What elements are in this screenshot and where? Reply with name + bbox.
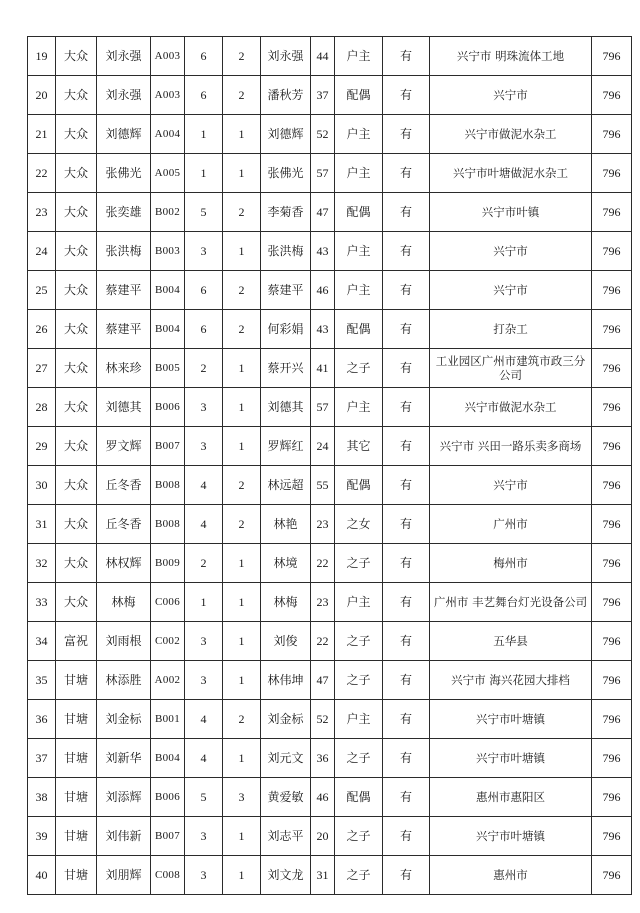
cell-has-job: 有: [383, 310, 430, 349]
cell-index: 38: [28, 778, 56, 817]
cell-work-place: 兴宁市: [430, 232, 592, 271]
cell-has-job: 有: [383, 37, 430, 76]
cell-household-size: 4: [185, 466, 223, 505]
cell-code: B008: [151, 505, 185, 544]
cell-worker-count: 1: [223, 115, 261, 154]
cell-work-place: 兴宁市叶塘镇: [430, 817, 592, 856]
cell-relation: 之子: [335, 544, 383, 583]
cell-has-job: 有: [383, 427, 430, 466]
cell-householder: 刘添辉: [97, 778, 151, 817]
cell-work-place: 五华县: [430, 622, 592, 661]
cell-work-place: 兴宁市: [430, 466, 592, 505]
cell-code: B004: [151, 739, 185, 778]
table-row: [28, 622, 632, 661]
cell-householder: 林权辉: [97, 544, 151, 583]
cell-has-job: 有: [383, 271, 430, 310]
table-row: [28, 856, 632, 895]
cell-work-place: 广州市 丰艺舞台灯光设备公司: [430, 583, 592, 622]
cell-work-place: 打杂工: [430, 310, 592, 349]
cell-worker-count: 1: [223, 349, 261, 388]
cell-village: 大众: [56, 232, 97, 271]
cell-has-job: 有: [383, 622, 430, 661]
cell-worker-count: 2: [223, 505, 261, 544]
table-row: [28, 466, 632, 505]
cell-code: C006: [151, 583, 185, 622]
cell-has-job: 有: [383, 349, 430, 388]
cell-work-place: 兴宁市叶塘镇: [430, 700, 592, 739]
cell-work-place: 兴宁市: [430, 271, 592, 310]
cell-name: 刘文龙: [261, 856, 311, 895]
cell-amount: 796: [592, 349, 632, 388]
cell-index: 34: [28, 622, 56, 661]
cell-code: B008: [151, 466, 185, 505]
cell-amount: 796: [592, 115, 632, 154]
cell-household-size: 3: [185, 427, 223, 466]
cell-has-job: 有: [383, 76, 430, 115]
cell-village: 甘塘: [56, 856, 97, 895]
cell-code: B003: [151, 232, 185, 271]
table-row: [28, 115, 632, 154]
cell-householder: 张佛光: [97, 154, 151, 193]
cell-householder: 刘永强: [97, 76, 151, 115]
cell-work-place: 兴宁市: [430, 76, 592, 115]
cell-name: 林梅: [261, 583, 311, 622]
table-row: [28, 37, 632, 76]
cell-amount: 796: [592, 37, 632, 76]
cell-household-size: 3: [185, 388, 223, 427]
cell-code: B004: [151, 271, 185, 310]
cell-has-job: 有: [383, 661, 430, 700]
cell-index: 25: [28, 271, 56, 310]
cell-amount: 796: [592, 271, 632, 310]
cell-householder: 张奕雄: [97, 193, 151, 232]
cell-name: 刘志平: [261, 817, 311, 856]
cell-amount: 796: [592, 427, 632, 466]
cell-amount: 796: [592, 76, 632, 115]
cell-householder: 刘伟新: [97, 817, 151, 856]
table-row: [28, 76, 632, 115]
cell-village: 富祝: [56, 622, 97, 661]
cell-household-size: 5: [185, 778, 223, 817]
cell-household-size: 1: [185, 583, 223, 622]
cell-age: 46: [311, 271, 335, 310]
cell-work-place: 兴宁市做泥水杂工: [430, 388, 592, 427]
cell-age: 36: [311, 739, 335, 778]
cell-householder: 蔡建平: [97, 310, 151, 349]
cell-code: A003: [151, 37, 185, 76]
cell-village: 大众: [56, 349, 97, 388]
table-row: [28, 154, 632, 193]
cell-relation: 户主: [335, 583, 383, 622]
cell-household-size: 3: [185, 661, 223, 700]
cell-village: 大众: [56, 466, 97, 505]
cell-amount: 796: [592, 193, 632, 232]
cell-household-size: 4: [185, 739, 223, 778]
cell-relation: 户主: [335, 154, 383, 193]
cell-worker-count: 1: [223, 661, 261, 700]
cell-name: 李菊香: [261, 193, 311, 232]
cell-village: 甘塘: [56, 661, 97, 700]
cell-village: 甘塘: [56, 778, 97, 817]
cell-household-size: 6: [185, 76, 223, 115]
cell-householder: 刘德辉: [97, 115, 151, 154]
cell-worker-count: 1: [223, 427, 261, 466]
table-row: [28, 817, 632, 856]
cell-amount: 796: [592, 310, 632, 349]
cell-index: 29: [28, 427, 56, 466]
cell-age: 22: [311, 544, 335, 583]
cell-household-size: 3: [185, 232, 223, 271]
cell-name: 刘俊: [261, 622, 311, 661]
cell-worker-count: 1: [223, 544, 261, 583]
cell-amount: 796: [592, 544, 632, 583]
table-row: [28, 778, 632, 817]
cell-has-job: 有: [383, 544, 430, 583]
cell-worker-count: 1: [223, 817, 261, 856]
cell-work-place: 兴宁市叶镇: [430, 193, 592, 232]
table-row: [28, 544, 632, 583]
cell-index: 19: [28, 37, 56, 76]
cell-code: A002: [151, 661, 185, 700]
cell-householder: 丘冬香: [97, 466, 151, 505]
cell-householder: 林梅: [97, 583, 151, 622]
cell-work-place: 兴宁市 海兴花园大排档: [430, 661, 592, 700]
cell-age: 57: [311, 154, 335, 193]
cell-work-place: 广州市: [430, 505, 592, 544]
cell-village: 甘塘: [56, 739, 97, 778]
cell-index: 36: [28, 700, 56, 739]
cell-worker-count: 2: [223, 37, 261, 76]
cell-index: 24: [28, 232, 56, 271]
cell-index: 40: [28, 856, 56, 895]
cell-code: B001: [151, 700, 185, 739]
cell-age: 37: [311, 76, 335, 115]
table-row: [28, 310, 632, 349]
cell-amount: 796: [592, 856, 632, 895]
cell-worker-count: 1: [223, 232, 261, 271]
cell-has-job: 有: [383, 154, 430, 193]
cell-has-job: 有: [383, 115, 430, 154]
cell-household-size: 2: [185, 349, 223, 388]
cell-age: 43: [311, 232, 335, 271]
cell-household-size: 5: [185, 193, 223, 232]
cell-amount: 796: [592, 778, 632, 817]
cell-relation: 户主: [335, 388, 383, 427]
cell-has-job: 有: [383, 856, 430, 895]
cell-work-place: 工业园区广州市建筑市政三分公司: [430, 349, 592, 388]
cell-relation: 其它: [335, 427, 383, 466]
cell-household-size: 6: [185, 271, 223, 310]
cell-village: 大众: [56, 388, 97, 427]
cell-name: 刘德其: [261, 388, 311, 427]
cell-work-place: 兴宁市 明珠流体工地: [430, 37, 592, 76]
cell-amount: 796: [592, 700, 632, 739]
cell-worker-count: 1: [223, 583, 261, 622]
cell-householder: 刘德其: [97, 388, 151, 427]
cell-amount: 796: [592, 739, 632, 778]
cell-age: 43: [311, 310, 335, 349]
cell-name: 何彩娟: [261, 310, 311, 349]
cell-has-job: 有: [383, 232, 430, 271]
cell-index: 30: [28, 466, 56, 505]
cell-age: 23: [311, 505, 335, 544]
table-row: [28, 505, 632, 544]
cell-relation: 之女: [335, 505, 383, 544]
cell-worker-count: 1: [223, 388, 261, 427]
cell-village: 大众: [56, 544, 97, 583]
cell-index: 35: [28, 661, 56, 700]
cell-name: 黄爱敏: [261, 778, 311, 817]
cell-has-job: 有: [383, 778, 430, 817]
cell-name: 蔡开兴: [261, 349, 311, 388]
cell-code: A004: [151, 115, 185, 154]
table-row: [28, 700, 632, 739]
cell-age: 47: [311, 193, 335, 232]
cell-age: 47: [311, 661, 335, 700]
table-row: [28, 193, 632, 232]
cell-household-size: 3: [185, 622, 223, 661]
cell-code: C008: [151, 856, 185, 895]
cell-householder: 蔡建平: [97, 271, 151, 310]
cell-village: 甘塘: [56, 817, 97, 856]
cell-code: B005: [151, 349, 185, 388]
cell-name: 张佛光: [261, 154, 311, 193]
cell-worker-count: 2: [223, 271, 261, 310]
cell-work-place: 惠州市: [430, 856, 592, 895]
cell-household-size: 1: [185, 115, 223, 154]
cell-code: B004: [151, 310, 185, 349]
cell-village: 大众: [56, 505, 97, 544]
cell-amount: 796: [592, 232, 632, 271]
cell-age: 22: [311, 622, 335, 661]
table-row: [28, 661, 632, 700]
cell-work-place: 兴宁市 兴田一路乐卖多商场: [430, 427, 592, 466]
cell-age: 44: [311, 37, 335, 76]
table-row: [28, 349, 632, 388]
table-row: [28, 427, 632, 466]
cell-village: 大众: [56, 37, 97, 76]
cell-relation: 配偶: [335, 76, 383, 115]
cell-index: 23: [28, 193, 56, 232]
cell-age: 31: [311, 856, 335, 895]
cell-age: 20: [311, 817, 335, 856]
cell-householder: 刘朋辉: [97, 856, 151, 895]
table-row: [28, 271, 632, 310]
cell-code: B006: [151, 778, 185, 817]
cell-householder: 刘雨根: [97, 622, 151, 661]
cell-relation: 之子: [335, 856, 383, 895]
cell-amount: 796: [592, 583, 632, 622]
cell-householder: 林添胜: [97, 661, 151, 700]
cell-work-place: 兴宁市叶塘做泥水杂工: [430, 154, 592, 193]
cell-index: 28: [28, 388, 56, 427]
cell-code: A005: [151, 154, 185, 193]
cell-has-job: 有: [383, 466, 430, 505]
cell-worker-count: 2: [223, 466, 261, 505]
cell-name: 刘元文: [261, 739, 311, 778]
cell-village: 大众: [56, 427, 97, 466]
cell-village: 大众: [56, 154, 97, 193]
cell-relation: 之子: [335, 661, 383, 700]
cell-name: 刘金标: [261, 700, 311, 739]
cell-relation: 户主: [335, 37, 383, 76]
cell-age: 52: [311, 115, 335, 154]
cell-name: 潘秋芳: [261, 76, 311, 115]
cell-householder: 林来珍: [97, 349, 151, 388]
cell-has-job: 有: [383, 193, 430, 232]
cell-index: 21: [28, 115, 56, 154]
cell-relation: 之子: [335, 349, 383, 388]
cell-relation: 户主: [335, 232, 383, 271]
cell-worker-count: 2: [223, 193, 261, 232]
cell-amount: 796: [592, 622, 632, 661]
cell-relation: 配偶: [335, 778, 383, 817]
cell-household-size: 2: [185, 544, 223, 583]
cell-work-place: 惠州市惠阳区: [430, 778, 592, 817]
cell-index: 37: [28, 739, 56, 778]
cell-relation: 户主: [335, 115, 383, 154]
cell-amount: 796: [592, 388, 632, 427]
cell-age: 24: [311, 427, 335, 466]
cell-amount: 796: [592, 661, 632, 700]
cell-age: 41: [311, 349, 335, 388]
cell-index: 32: [28, 544, 56, 583]
cell-household-size: 6: [185, 310, 223, 349]
cell-relation: 之子: [335, 739, 383, 778]
cell-name: 林境: [261, 544, 311, 583]
cell-householder: 刘金标: [97, 700, 151, 739]
table-row: [28, 388, 632, 427]
cell-index: 31: [28, 505, 56, 544]
cell-household-size: 4: [185, 700, 223, 739]
cell-household-size: 3: [185, 856, 223, 895]
cell-amount: 796: [592, 817, 632, 856]
cell-index: 27: [28, 349, 56, 388]
cell-household-size: 3: [185, 817, 223, 856]
cell-relation: 配偶: [335, 193, 383, 232]
cell-worker-count: 1: [223, 622, 261, 661]
cell-worker-count: 1: [223, 856, 261, 895]
cell-worker-count: 1: [223, 739, 261, 778]
cell-village: 大众: [56, 310, 97, 349]
cell-age: 55: [311, 466, 335, 505]
cell-age: 46: [311, 778, 335, 817]
cell-name: 罗辉红: [261, 427, 311, 466]
cell-name: 刘永强: [261, 37, 311, 76]
cell-village: 甘塘: [56, 700, 97, 739]
roster-table: [27, 36, 632, 895]
cell-index: 39: [28, 817, 56, 856]
cell-householder: 罗文辉: [97, 427, 151, 466]
cell-has-job: 有: [383, 817, 430, 856]
cell-household-size: 4: [185, 505, 223, 544]
cell-worker-count: 2: [223, 700, 261, 739]
cell-village: 大众: [56, 76, 97, 115]
cell-age: 57: [311, 388, 335, 427]
cell-householder: 刘新华: [97, 739, 151, 778]
cell-has-job: 有: [383, 739, 430, 778]
cell-village: 大众: [56, 115, 97, 154]
cell-name: 林艳: [261, 505, 311, 544]
cell-name: 林伟坤: [261, 661, 311, 700]
cell-relation: 户主: [335, 700, 383, 739]
cell-has-job: 有: [383, 505, 430, 544]
cell-village: 大众: [56, 193, 97, 232]
cell-relation: 之子: [335, 817, 383, 856]
cell-code: B006: [151, 388, 185, 427]
cell-relation: 户主: [335, 271, 383, 310]
cell-householder: 刘永强: [97, 37, 151, 76]
cell-name: 林远超: [261, 466, 311, 505]
table-row: [28, 232, 632, 271]
cell-code: B009: [151, 544, 185, 583]
cell-work-place: 兴宁市叶塘镇: [430, 739, 592, 778]
cell-index: 33: [28, 583, 56, 622]
cell-index: 22: [28, 154, 56, 193]
cell-village: 大众: [56, 271, 97, 310]
cell-has-job: 有: [383, 583, 430, 622]
cell-index: 26: [28, 310, 56, 349]
cell-village: 大众: [56, 583, 97, 622]
cell-code: B007: [151, 427, 185, 466]
cell-work-place: 梅州市: [430, 544, 592, 583]
cell-code: B002: [151, 193, 185, 232]
cell-code: C002: [151, 622, 185, 661]
cell-relation: 配偶: [335, 466, 383, 505]
cell-age: 23: [311, 583, 335, 622]
cell-amount: 796: [592, 466, 632, 505]
cell-code: B007: [151, 817, 185, 856]
cell-household-size: 1: [185, 154, 223, 193]
cell-worker-count: 2: [223, 76, 261, 115]
cell-householder: 丘冬香: [97, 505, 151, 544]
cell-name: 张洪梅: [261, 232, 311, 271]
cell-age: 52: [311, 700, 335, 739]
cell-amount: 796: [592, 505, 632, 544]
cell-householder: 张洪梅: [97, 232, 151, 271]
cell-work-place: 兴宁市做泥水杂工: [430, 115, 592, 154]
cell-worker-count: 3: [223, 778, 261, 817]
cell-amount: 796: [592, 154, 632, 193]
cell-relation: 之子: [335, 622, 383, 661]
table-row: [28, 739, 632, 778]
cell-worker-count: 2: [223, 310, 261, 349]
table-row: [28, 583, 632, 622]
cell-name: 蔡建平: [261, 271, 311, 310]
cell-name: 刘德辉: [261, 115, 311, 154]
cell-worker-count: 1: [223, 154, 261, 193]
cell-code: A003: [151, 76, 185, 115]
cell-has-job: 有: [383, 388, 430, 427]
cell-relation: 配偶: [335, 310, 383, 349]
cell-index: 20: [28, 76, 56, 115]
cell-has-job: 有: [383, 700, 430, 739]
cell-household-size: 6: [185, 37, 223, 76]
